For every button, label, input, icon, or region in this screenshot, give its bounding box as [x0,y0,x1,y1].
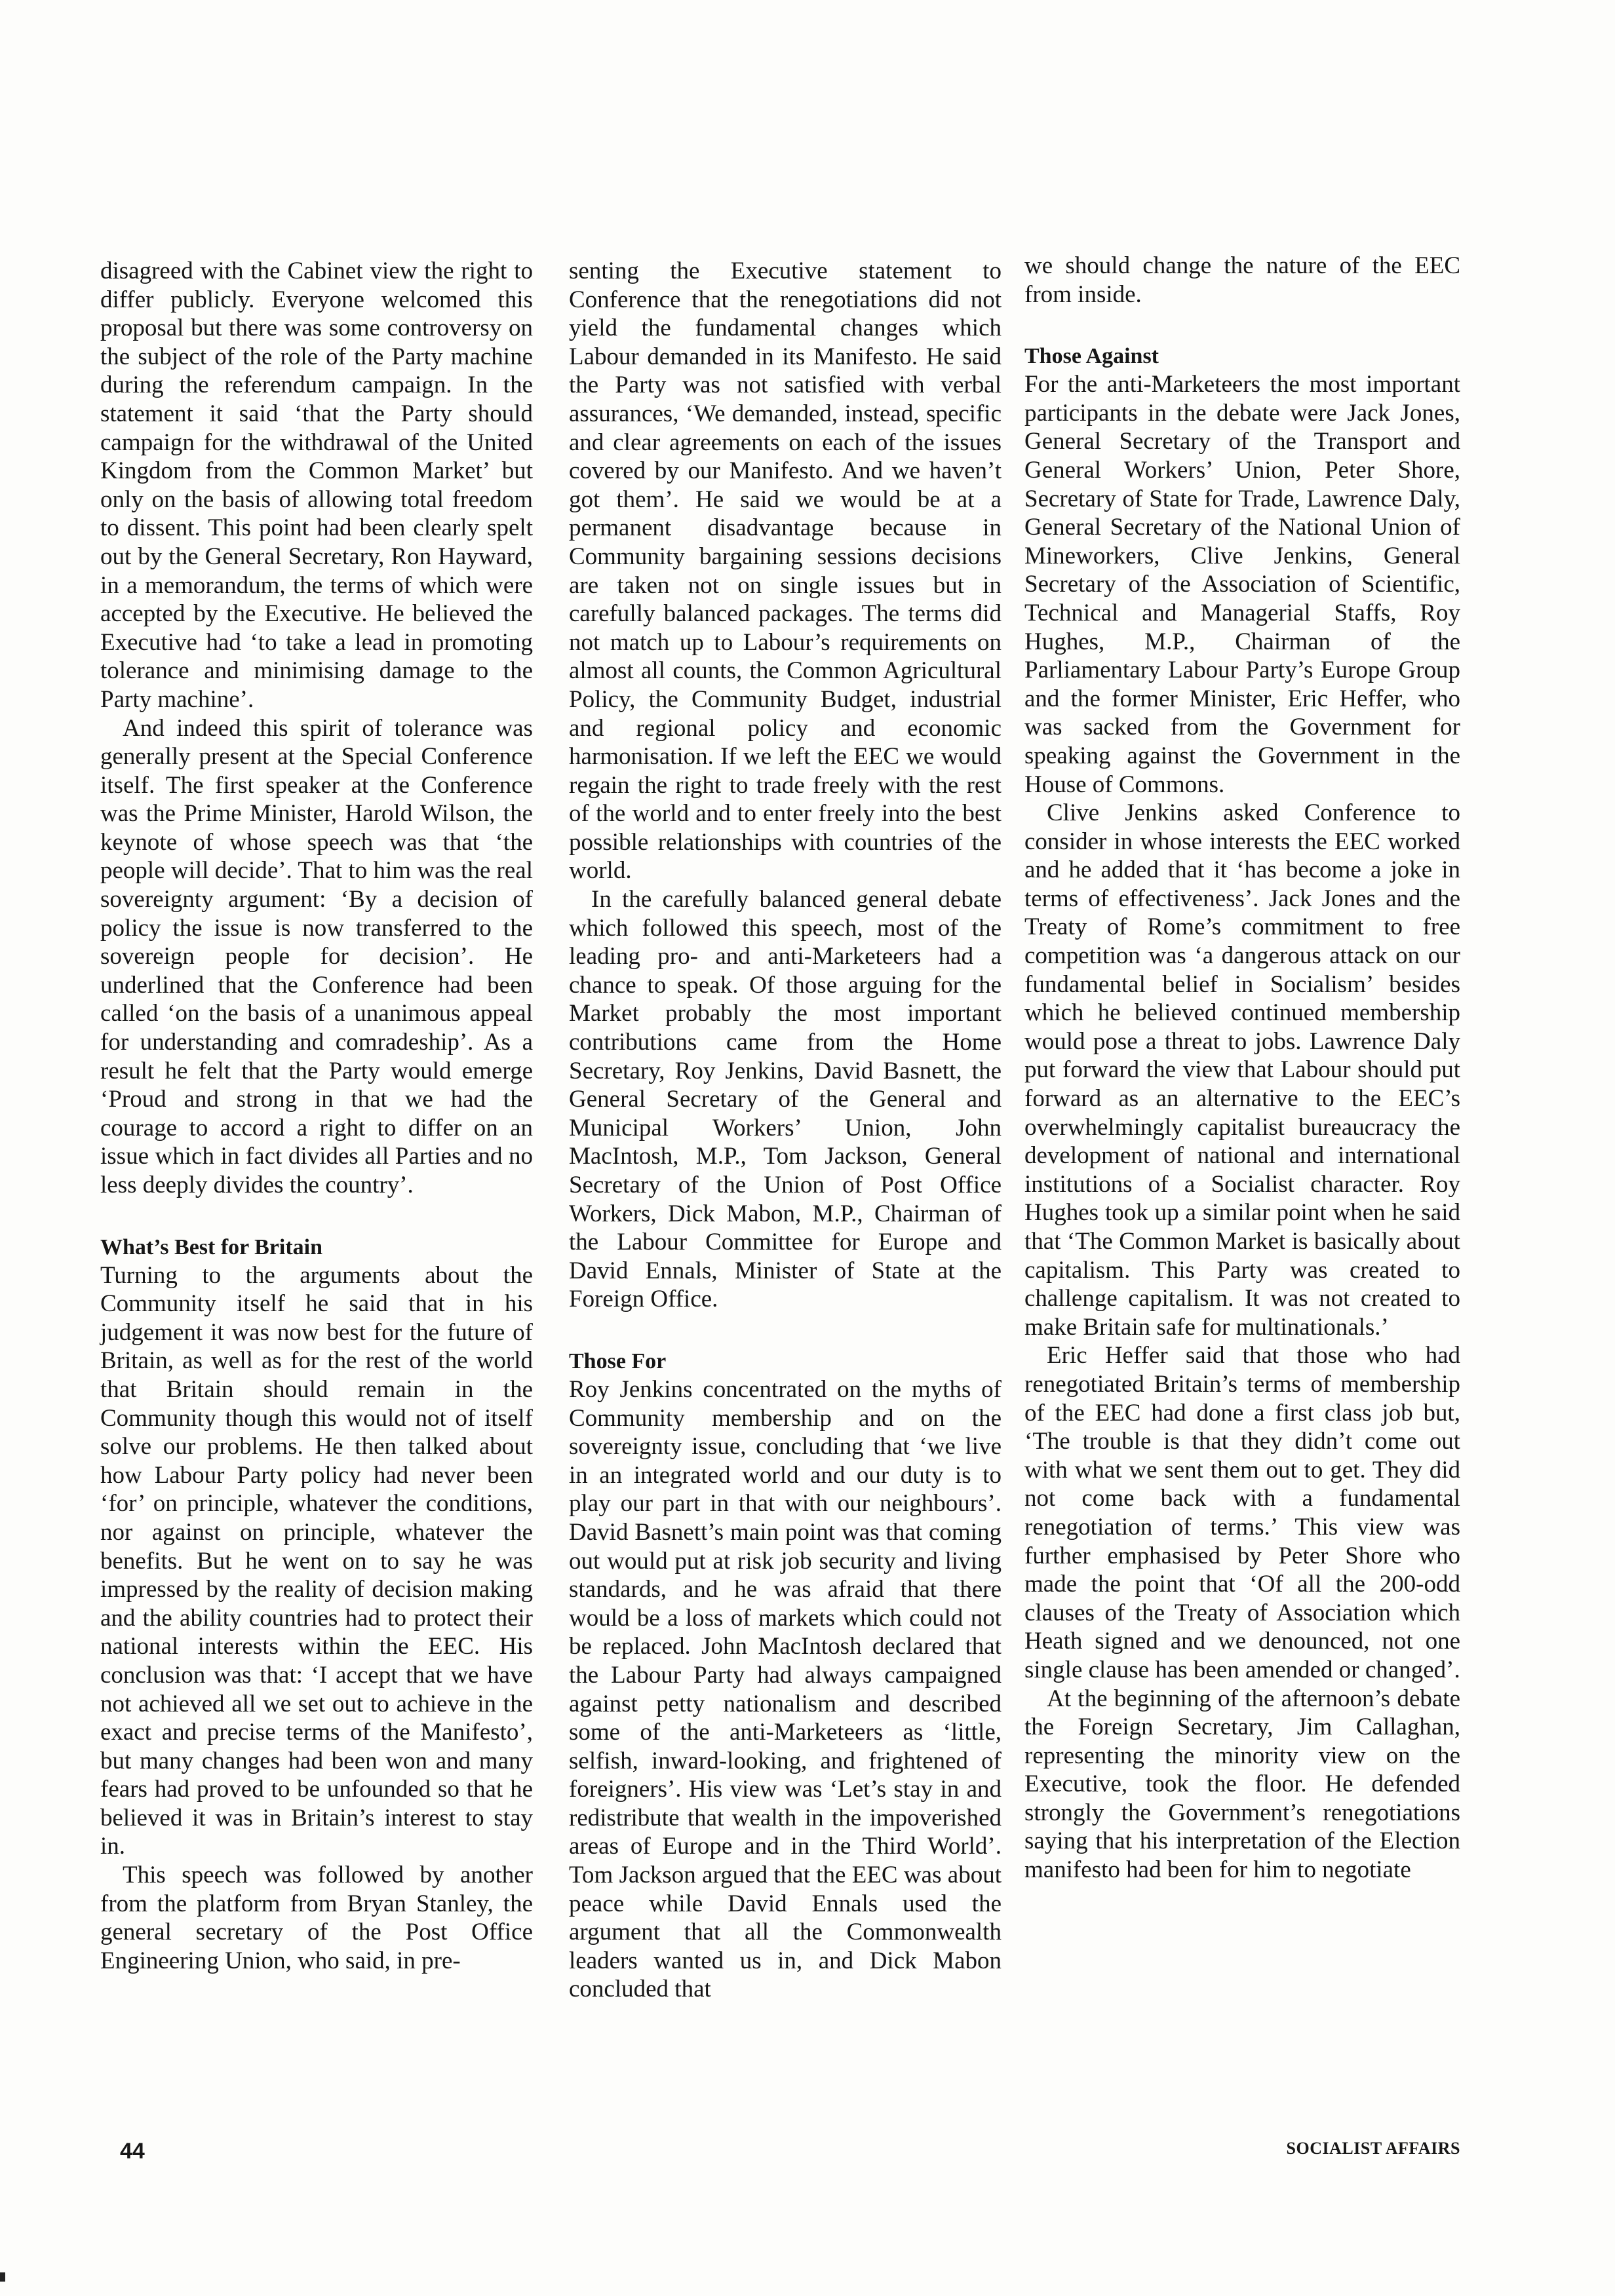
paragraph: Roy Jenkins concentrated on the myths of Community membership and on the sovereignty issue, concluding that ‘we live in an integrated world and our duty is to play our part in that with our neighbours’. David Basnett’s main point was that coming out would put at risk job security and living standards, and he was afraid that there would be a loss of markets which could not be replaced. John MacIntosh declared that the Labour Party had always campaigned against petty nationalism and described some of the anti-Marketeers as ‘little, selfish, inward-looking, and frightened of foreigners’. His view was ‘Let’s stay in and redistribute that wealth in the impoverished areas of Europe and in the Third World’. Tom Jackson argued that the EEC was about peace while David Ennals used the argument that all the Commonwealth leaders wanted us in, and Dick Mabon concluded that [569,1375,1002,2003]
paragraph: disagreed with the Cabinet view the right to differ publicly. Everyone welcomed this proposal but there was some controversy on the subject of the role of the Party machine during the referendum campaign. In the statement it said ‘that the Party should campaign for the withdrawal of the United Kingdom from the Common Market’ but only on the basis of allowing total freedom to dissent. This point had been clearly spelt out by the General Secretary, Ron Hayward, in a memorandum, the terms of which were accepted by the Executive. He believed the Executive had ‘to take a lead in promoting tolerance and minimising damage to the Party machine’. [100,258,533,713]
section-heading: Those Against [1024,344,1159,369]
paragraph: senting the Executive statement to Conference that the renegotiations did not yield the fundamental changes which Labour demanded in its Manifesto. He said the Party was not satisfied with verbal assurances, ‘We demanded, instead, specific and clear agreements on each of the issues covered by our Manifesto. And we haven’t got them’. He said we would be at a permanent disadvantage because in Community bargaining sessions decisions are taken not on single issues but in carefully balanced packages. The terms did not match up to Labour’s requirements on almost all counts, the Common Agricultural Policy, the Community Budget, industrial and regional policy and economic harmonisation. If we left the EEC we would regain the right to trade freely with the rest of the world and to enter freely into the best possible relationships with countries of the world. [569,258,1002,885]
scan-speck [0,2272,5,2282]
section-heading: What’s Best for Britain [100,1234,323,1259]
running-title: SOCIALIST AFFAIRS [1286,2139,1460,2158]
paragraph: At the beginning of the afternoon’s debate the Foreign Secretary, Jim Callaghan, representing the minority view on the Executive, took the floor. He defended strongly the Government’s renegotiations saying that his interpretation of the Election manifesto had been for him to negotiate [1024,1685,1460,1884]
section-heading: Those For [569,1349,667,1373]
page-number: 44 [120,2139,145,2164]
paragraph: This speech was followed by another from the platform from Bryan Stanley, the general secretary of the Post Office Engineering Union, who said, in pre- [100,1862,533,1974]
column-3 [1024,252,1460,1885]
paragraph: In the carefully balanced general debate which followed this speech, most of the leading pro- and anti-Marketeers had a chance to speak. Of those arguing for the Market probably the most important contributions came from the Home Secretary, Roy Jenkins, David Basnett, the General Secretary of the General and Municipal Workers’ Union, John MacIntosh, M.P., Tom Jackson, General Secretary of the Union of Post Office Workers, Dick Mabon, M.P., Chairman of the Labour Committee for Europe and David Ennals, Minister of State at the Foreign Office. [569,886,1002,1313]
paragraph: Clive Jenkins asked Conference to consider in whose interests the EEC worked and he added that it ‘has become a joke in terms of effectiveness’. Jack Jones and the Treaty of Rome’s commitment to free competition was ‘a dangerous attack on our fundamental belief in Socialism’ besides which he believed continued membership would pose a threat to jobs. Lawrence Daly put forward the view that Labour should put forward as an alternative to the EEC’s overwhelmingly capitalist bureaucracy the development of national and international institutions of a Socialist character. Roy Hughes took up a similar point when he said that ‘The Common Market is basically about capitalism. This Party was created to challenge capitalism. It was not created to make Britain safe for multinationals.’ [1024,799,1460,1341]
column-1 [100,257,533,1975]
paragraph: Turning to the arguments about the Community itself he said that in his judgement it was now best for the future of Britain, as well as for the rest of the world that Britain should remain in the Community though this would not of itself solve our problems. He then talked about how Labour Party policy had never been ‘for’ on principle, whatever the conditions, nor against on principle, whatever the benefits. But he went on to say he was impressed by the reality of decision making and the ability countries had to protect their national interests within the EEC. His conclusion was that: ‘I accept that we have not achieved all we set out to achieve in the exact and precise terms of the Manifesto’, but many changes had been won and many fears had proved to be unfounded so that he believed it was in Britain’s interest to stay in. [100,1261,533,1860]
paragraph: Eric Heffer said that those who had renegotiated Britain’s terms of membership of the EEC had done a first class job but, ‘The trouble is that they didn’t come out with what we sent them out to get. They did not come back with a fundamental renegotiation of terms.’ This view was further emphasised by Peter Shore who made the point that ‘Of all the 200-odd clauses of the Treaty of Association which Heath signed and we denounced, not one single clause has been amended or changed’. [1024,1342,1460,1683]
paragraph: For the anti-Marketeers the most important participants in the debate were Jack Jones, General Secretary of the Transport and General Workers’ Union, Peter Shore, Secretary of State for Trade, Lawrence Daly, General Secretary of the National Union of Mineworkers, Clive Jenkins, General Secretary of the Association of Scientific, Technical and Managerial Staffs, Roy Hughes, M.P., Chairman of the Parliamentary Labour Party’s Europe Group and the former Minister, Eric Heffer, who was sacked from the Government for speaking against the Government in the House of Commons. [1024,371,1460,798]
paragraph: And indeed this spirit of tolerance was generally present at the Special Conference itself. The first speaker at the Conference was the Prime Minister, Harold Wilson, the keynote of whose speech was that ‘the people will decide’. That to him was the real sovereignty argument: ‘By a decision of policy the issue is now transferred to the sovereign people for decision’. He underlined that the Conference had been called ‘on the basis of a unanimous appeal for understanding and comradeship’. As a result he felt that the Party would emerge ‘Proud and strong in that we had the courage to accord a right to differ on an issue which in fact divides all Parties and no less deeply divides the country’. [100,714,533,1198]
column-2 [569,257,1002,2004]
paragraph: we should change the nature of the EEC from inside. [1024,252,1460,308]
